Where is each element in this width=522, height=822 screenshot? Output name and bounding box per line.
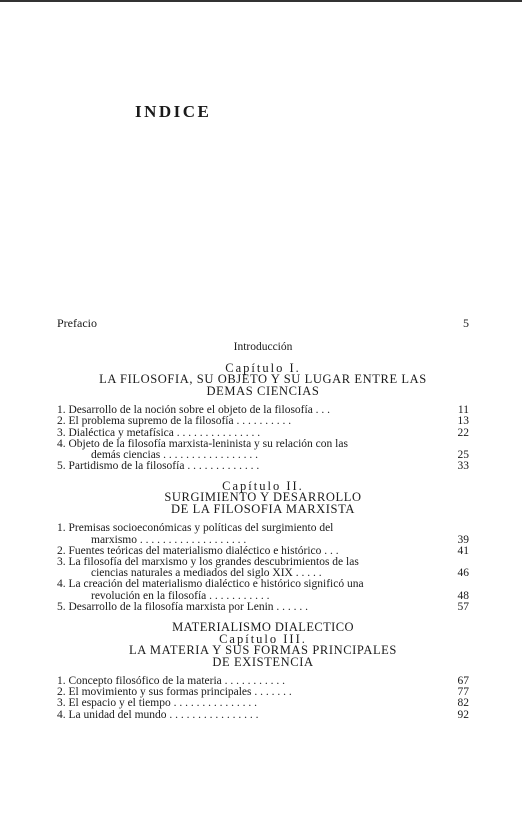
toc-entry-label: 1. Concepto filosófico de la materia . . . . . . . . . . . [57,676,286,688]
toc-page-number: 57 [457,600,469,613]
section-heading: MATERIALISMO DIALECTICO [172,620,354,635]
toc-entry [57,687,469,698]
chapter-title-line: LA MATERIA Y SUS FORMAS PRINCIPALES [129,643,397,658]
toc-entry-label: 3. Dialéctica y metafísica . . . . . . . . . . . . . . . [57,427,261,439]
chapter-1-entries [57,405,469,472]
chapter-2-title [57,492,469,515]
toc-entry [57,557,469,579]
toc-entry [57,523,469,545]
chapter-3-label: Capítulo III. [219,632,307,647]
toc-entry-label: 2. El movimiento y sus formas principales . . . . . . . [57,687,292,699]
toc-entry-label: Prefacio [57,316,97,330]
toc-page-number: 82 [457,697,469,710]
toc-entry [57,428,469,439]
toc-entry-continuation: demás ciencias . . . . . . . . . . . . . . . . . [91,450,259,462]
chapter-title-line: SURGIMIENTO Y DESARROLLO [164,490,362,505]
top-rule [0,0,522,2]
toc-entry-continuation: marxismo . . . . . . . . . . . . . . . . . . . [91,534,247,546]
toc-entry-label: 1. Desarrollo de la noción sobre el objeto de la filosofía . . . [57,405,331,417]
toc-page-number: 92 [457,708,469,721]
toc-entry-label: 2. Fuentes teóricas del materialismo dialéctico e histórico . . . [57,545,339,557]
toc-entry-label: 3. La filosofía del marxismo y los grandes descubrimientos de las [57,557,359,569]
toc-page-number: 25 [457,449,469,462]
toc-entry [57,579,469,601]
toc-page-number: 11 [457,404,469,417]
toc-entry-label: 3. El espacio y el tiempo . . . . . . . . . . . . . . . [57,698,257,710]
toc-page-number: 48 [457,589,469,602]
toc-entry-label: 2. El problema supremo de la filosofía . . . . . . . . . . [57,416,292,428]
chapter-2-label: Capítulo II. [222,479,304,494]
toc-page-number: 22 [457,426,469,439]
table-of-contents [57,342,469,729]
toc-entry-prefacio [57,316,469,331]
intro-label: Introducción [233,341,293,353]
toc-page-number: 46 [457,567,469,580]
toc-entry-continuation: ciencias naturales a mediados del siglo XIX . . . . . [91,568,322,580]
toc-entry-label: 5. Desarrollo de la filosofía marxista por Lenin . . . . . . [57,601,309,613]
chapter-3-title [57,645,469,668]
toc-entry [57,710,469,721]
chapter-title-line: DE LA FILOSOFIA MARXISTA [171,501,355,516]
chapter-title-line: DEMAS CIENCIAS [206,383,320,398]
toc-entry-label: 4. La unidad del mundo . . . . . . . . . . . . . . . . [57,709,259,721]
toc-entry [57,676,469,687]
toc-page-number: 39 [457,533,469,546]
toc-entry-label: 4. Objeto de la filosofía marxista-leninista y su relación con las [57,438,348,450]
toc-page-number: 33 [457,460,469,473]
toc-entry [57,602,469,613]
toc-entry-label: 5. Partidismo de la filosofía . . . . . . . . . . . . . [57,461,260,473]
toc-page-number: 67 [457,675,469,688]
chapter-title-line: LA FILOSOFIA, SU OBJETO Y SU LUGAR ENTRE LAS [99,372,427,387]
chapter-1-label: Capítulo I. [225,361,301,376]
toc-entry-continuation: revolución en la filosofía . . . . . . . . . . . [91,590,270,602]
chapter-3-entries [57,676,469,721]
chapter-1-title [57,374,469,397]
page-title: INDICE [135,102,212,121]
toc-entry [57,405,469,416]
toc-entry-label: 4. La creación del materialismo dialéctico e histórico significó una [57,579,364,591]
toc-entry [57,439,469,461]
toc-page-number: 41 [457,544,469,557]
toc-page-number: 77 [457,686,469,699]
toc-entry [57,546,469,557]
toc-page-number: 13 [457,415,469,428]
toc-page-number: 5 [463,316,469,330]
toc-entry [57,698,469,709]
toc-entry [57,461,469,472]
toc-entry [57,416,469,427]
chapter-title-line: DE EXISTENCIA [212,654,314,669]
chapter-2-entries [57,523,469,613]
toc-entry-label: 1. Premisas socioeconómicas y políticas del surgimiento del [57,523,334,535]
